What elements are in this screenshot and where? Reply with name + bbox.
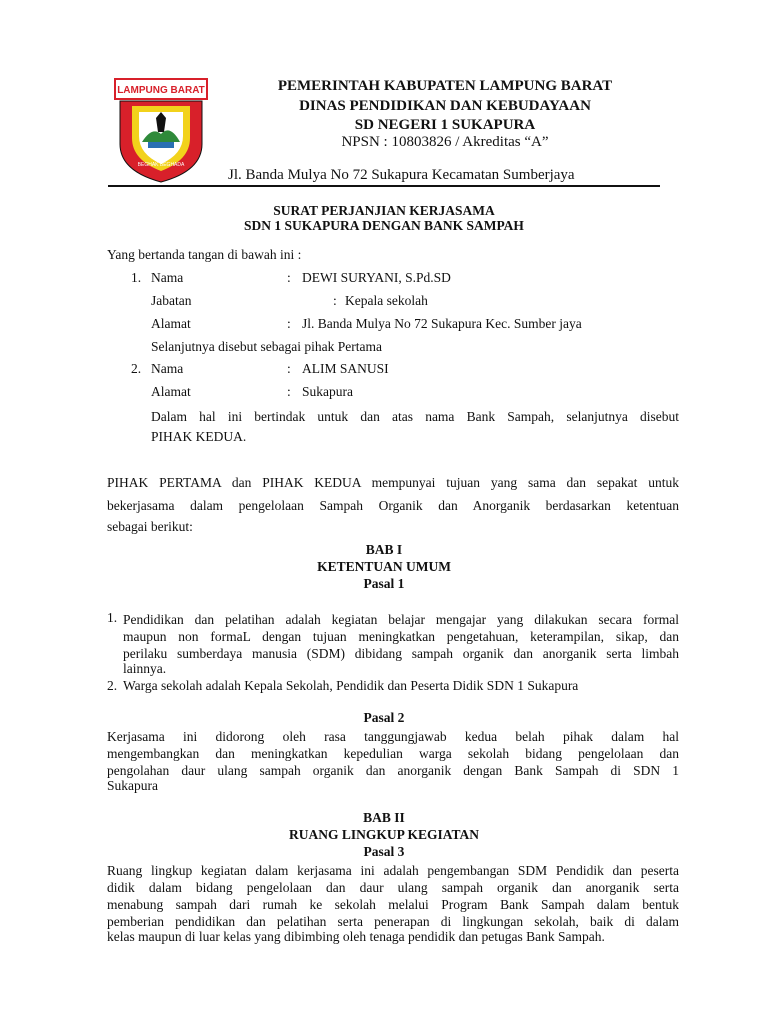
intro-text: Yang bertanda tangan di bawah ini : — [107, 247, 302, 262]
party2-nama-sep: : — [287, 361, 291, 376]
agreement-line2: bekerjasama dalam pengelolaan Sampah Organik dan Anorganik berdasarkan ketentuan — [107, 498, 679, 513]
letterhead-npsn: NPSN : 10803826 / Akreditas “A” — [341, 134, 549, 150]
pasal2-heading: Pasal 2 — [363, 710, 405, 725]
party2-number: 2. — [131, 361, 142, 376]
pasal3-line4: pemberian pendidikan dan pelatihan serta penerapan di lingkungan sekolah, baik di dalam — [107, 914, 679, 929]
pasal1-item1-line1: Pendidikan dan pelatihan adalah kegiatan belajar mengajar yang dilakukan secara formal — [123, 612, 679, 627]
party1-nama-value: DEWI SURYANI, S.Pd.SD — [302, 270, 451, 285]
letterhead-line2: DINAS PENDIDIKAN DAN KEBUDAYAAN — [299, 98, 591, 114]
bab2-heading: BAB II — [363, 810, 405, 825]
pasal1-item1-number: 1. — [107, 610, 118, 625]
pasal3-line3: menabung sampah dari rumah ke sekolah melalui Program Bank Sampah dalam bentuk — [107, 897, 679, 912]
bab2-name: RUANG LINGKUP KEGIATAN — [288, 827, 479, 842]
party1-alamat-value: Jl. Banda Mulya No 72 Sukapura Kec. Sumber jaya — [302, 316, 582, 331]
pasal2-line3: pengolahan daur ulang sampah organik dan anorganik dengan Bank Sampah di SDN 1 — [107, 763, 679, 778]
party2-note-line2: PIHAK KEDUA. — [151, 429, 247, 444]
logo-motto: BEGHAK BEGHADA — [137, 162, 185, 168]
pasal2-line2: mengembangkan dan meningkatkan kepedulian warga sekolah bidang pengelolaan dan — [107, 746, 679, 761]
document-title-line1: SURAT PERJANJIAN KERJASAMA — [273, 203, 495, 218]
pasal1-item2: Warga sekolah adalah Kepala Sekolah, Pendidik dan Peserta Didik SDN 1 Sukapura — [123, 678, 579, 693]
pasal1-item1-line2: maupun non formaL dengan tujuan meningkatkan pengetahuan, keterampilan, sikap, dan — [123, 629, 679, 644]
party2-alamat-sep: : — [287, 384, 291, 399]
letterhead-address: Jl. Banda Mulya No 72 Sukapura Kecamatan Sumberjaya — [228, 167, 575, 183]
party1-jabatan-label: Jabatan — [151, 293, 192, 308]
pasal3-line5: kelas maupun di luar kelas yang dibimbing oleh tenaga pendidik dan petugas Bank Sampah. — [107, 929, 605, 944]
party2-nama-label: Nama — [151, 361, 184, 376]
document-title-line2: SDN 1 SUKAPURA DENGAN BANK SAMPAH — [244, 218, 524, 233]
party1-number: 1. — [131, 270, 142, 285]
letterhead-line3: SD NEGERI 1 SUKAPURA — [354, 117, 536, 133]
agreement-line3: sebagai berikut: — [107, 519, 193, 534]
logo-text: LAMPUNG BARAT — [117, 85, 205, 96]
party1-nama-label: Nama — [151, 270, 184, 285]
bab1-heading: BAB I — [365, 542, 403, 557]
pasal3-line2: didik dalam bidang pengelolaan dan daur ulang sampah organik dan anorganik serta — [107, 880, 679, 895]
party1-alamat-label: Alamat — [151, 316, 191, 331]
party1-jabatan-sep: : — [333, 293, 337, 308]
party2-alamat-label: Alamat — [151, 384, 191, 399]
party2-nama-value: ALIM SANUSI — [302, 361, 389, 376]
pasal1-item1-line4: lainnya. — [123, 661, 167, 676]
pasal1-heading: Pasal 1 — [363, 576, 405, 591]
party1-note: Selanjutnya disebut sebagai pihak Pertama — [151, 339, 382, 354]
letterhead-line1: PEMERINTAH KABUPATEN LAMPUNG BARAT — [277, 78, 613, 94]
pasal1-item2-number: 2. — [107, 678, 118, 693]
pasal2-line1: Kerjasama ini didorong oleh rasa tanggungjawab kedua belah pihak dalam hal — [107, 729, 679, 744]
bab1-name: KETENTUAN UMUM — [317, 559, 451, 574]
party1-jabatan-value: Kepala sekolah — [345, 293, 428, 308]
party2-alamat-value: Sukapura — [302, 384, 353, 399]
party2-note-line1: Dalam hal ini bertindak untuk dan atas nama Bank Sampah, selanjutnya disebut — [151, 409, 679, 424]
party1-nama-sep: : — [287, 270, 291, 285]
pasal2-line4: Sukapura — [107, 778, 158, 793]
pasal1-item1-line3: perilaku sumberdaya manusia (SDM) dibidang sampah organik dan anorganik serta limbah — [123, 646, 679, 661]
party1-alamat-sep: : — [287, 316, 291, 331]
agreement-line1: PIHAK PERTAMA dan PIHAK KEDUA mempunyai tujuan yang sama dan sepakat untuk — [107, 475, 679, 490]
pasal3-line1: Ruang lingkup kegiatan dalam kerjasama ini adalah pengembangan SDM Pendidik dan peserta — [107, 863, 679, 878]
letterhead-rule — [108, 185, 660, 187]
pasal3-heading: Pasal 3 — [363, 844, 405, 859]
